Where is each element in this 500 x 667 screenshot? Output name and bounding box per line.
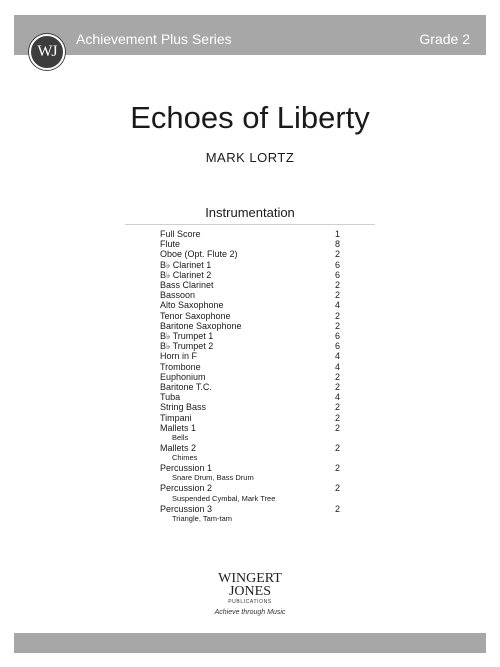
instrument-item bbox=[160, 321, 345, 331]
composer-name: MARK LORTZ bbox=[205, 150, 295, 165]
instrument-quantity: 2 bbox=[335, 402, 341, 413]
instrument-item bbox=[160, 483, 345, 503]
instrument-quantity: 2 bbox=[335, 371, 341, 382]
instrument-quantity: 6 bbox=[335, 341, 341, 352]
instrument-row bbox=[160, 351, 345, 361]
instrumentation-divider bbox=[125, 224, 375, 225]
grade-label: Grade 2 bbox=[419, 31, 470, 47]
instrument-row bbox=[160, 413, 345, 423]
publisher-tagline: Achieve through Music bbox=[214, 609, 286, 616]
instrument-item bbox=[160, 362, 345, 372]
instrument-name: B♭ Trumpet 1 bbox=[160, 331, 214, 342]
instrument-row bbox=[160, 229, 345, 239]
instrument-item bbox=[160, 372, 345, 382]
instrument-row bbox=[160, 443, 345, 453]
instrument-name: Trombone bbox=[160, 361, 201, 372]
instrument-item bbox=[160, 413, 345, 423]
instrument-item bbox=[160, 402, 345, 412]
instrument-name: B♭ Clarinet 2 bbox=[160, 269, 212, 280]
instrument-name: Flute bbox=[160, 239, 181, 250]
logo-text: WJ bbox=[37, 43, 57, 60]
instrument-name: Baritone Saxophone bbox=[160, 320, 242, 331]
instrument-subtitle: Suspended Cymbal, Mark Tree bbox=[172, 493, 276, 503]
instrument-row bbox=[160, 463, 345, 473]
footer-band bbox=[14, 633, 486, 653]
instrument-row bbox=[160, 483, 345, 493]
instrument-name: Bass Clarinet bbox=[160, 280, 214, 291]
instrument-item bbox=[160, 290, 345, 300]
instrument-name: Bassoon bbox=[160, 290, 196, 301]
instrument-quantity: 6 bbox=[335, 331, 341, 342]
instrument-quantity: 2 bbox=[335, 320, 341, 331]
instrument-row bbox=[160, 280, 345, 290]
instrument-row bbox=[160, 300, 345, 310]
instrument-row bbox=[160, 311, 345, 321]
instrument-row bbox=[160, 372, 345, 382]
instrument-row bbox=[160, 341, 345, 351]
instrument-item bbox=[160, 443, 345, 463]
instrument-item bbox=[160, 463, 345, 483]
instrument-row bbox=[160, 504, 345, 514]
wj-logo bbox=[29, 34, 65, 70]
instrument-quantity: 4 bbox=[335, 300, 341, 311]
instrument-name: B♭ Trumpet 2 bbox=[160, 341, 214, 352]
instrument-quantity: 2 bbox=[335, 463, 341, 474]
instrument-name: Full Score bbox=[160, 229, 201, 239]
instrument-item bbox=[160, 311, 345, 321]
instrument-row bbox=[160, 423, 345, 433]
instrument-name: Horn in F bbox=[160, 351, 198, 362]
instrument-quantity: 4 bbox=[335, 351, 341, 362]
instrumentation-list bbox=[160, 229, 345, 524]
instrument-row bbox=[160, 270, 345, 280]
instrument-name: Timpani bbox=[160, 412, 192, 423]
instrument-quantity: 2 bbox=[335, 382, 341, 393]
instrument-quantity: 2 bbox=[335, 310, 341, 321]
instrument-subtitle: Triangle, Tam-tam bbox=[172, 513, 233, 523]
instrument-name: Mallets 2 bbox=[160, 443, 197, 454]
instrument-row bbox=[160, 382, 345, 392]
instrument-item bbox=[160, 392, 345, 402]
instrument-name: Percussion 1 bbox=[160, 463, 213, 474]
instrument-item bbox=[160, 280, 345, 290]
instrument-name: Mallets 1 bbox=[160, 422, 197, 433]
instrument-name: Euphonium bbox=[160, 371, 206, 382]
instrument-row bbox=[160, 402, 345, 412]
instrument-quantity: 2 bbox=[335, 503, 341, 514]
instrument-quantity: 4 bbox=[335, 361, 341, 372]
instrument-name: Tenor Saxophone bbox=[160, 310, 231, 321]
instrument-subtitle: Snare Drum, Bass Drum bbox=[172, 473, 254, 483]
series-name: Achievement Plus Series bbox=[76, 31, 232, 47]
instrument-row bbox=[160, 290, 345, 300]
instrument-item bbox=[160, 351, 345, 361]
instrument-item bbox=[160, 260, 345, 270]
instrument-quantity: 2 bbox=[335, 290, 341, 301]
instrument-item bbox=[160, 331, 345, 341]
instrument-row bbox=[160, 321, 345, 331]
instrument-quantity: 2 bbox=[335, 412, 341, 423]
instrument-quantity: 4 bbox=[335, 392, 341, 403]
instrument-item bbox=[160, 270, 345, 280]
instrument-quantity: 2 bbox=[335, 280, 341, 291]
instrument-item bbox=[160, 300, 345, 310]
publisher-logo bbox=[0, 572, 500, 616]
instrument-item bbox=[160, 341, 345, 351]
instrument-quantity: 2 bbox=[335, 483, 341, 494]
instrument-quantity: 2 bbox=[335, 249, 341, 260]
instrument-item bbox=[160, 239, 345, 249]
instrument-quantity: 8 bbox=[335, 239, 341, 250]
instrument-row bbox=[160, 331, 345, 341]
instrument-name: Alto Saxophone bbox=[160, 300, 224, 311]
instrument-row bbox=[160, 239, 345, 249]
instrument-row bbox=[160, 249, 345, 259]
publisher-small-text: PUBLICATIONS bbox=[228, 599, 272, 605]
publisher-name-line1: WINGERT bbox=[218, 571, 282, 586]
page-title: Echoes of Liberty bbox=[130, 100, 370, 135]
instrument-name: String Bass bbox=[160, 402, 207, 413]
instrument-item bbox=[160, 229, 345, 239]
instrument-quantity: 2 bbox=[335, 443, 341, 454]
instrument-item bbox=[160, 249, 345, 259]
instrumentation-heading: Instrumentation bbox=[205, 205, 295, 220]
instrument-quantity: 6 bbox=[335, 259, 341, 270]
instrument-item bbox=[160, 382, 345, 392]
instrument-subtitle: Bells bbox=[172, 433, 189, 443]
instrument-name: Oboe (Opt. Flute 2) bbox=[160, 249, 238, 260]
instrument-quantity: 1 bbox=[335, 229, 341, 239]
publisher-name-line2: JONES bbox=[228, 584, 271, 599]
instrument-row bbox=[160, 392, 345, 402]
instrument-row bbox=[160, 362, 345, 372]
instrument-name: Tuba bbox=[160, 392, 181, 403]
instrument-name: Percussion 2 bbox=[160, 483, 213, 494]
instrument-name: Percussion 3 bbox=[160, 503, 213, 514]
instrument-item bbox=[160, 423, 345, 443]
instrument-quantity: 6 bbox=[335, 269, 341, 280]
instrument-name: Baritone T.C. bbox=[160, 382, 212, 393]
instrument-name: B♭ Clarinet 1 bbox=[160, 259, 212, 270]
instrument-item bbox=[160, 504, 345, 524]
instrument-row bbox=[160, 260, 345, 270]
instrument-quantity: 2 bbox=[335, 422, 341, 433]
instrument-subtitle: Chimes bbox=[172, 453, 198, 463]
